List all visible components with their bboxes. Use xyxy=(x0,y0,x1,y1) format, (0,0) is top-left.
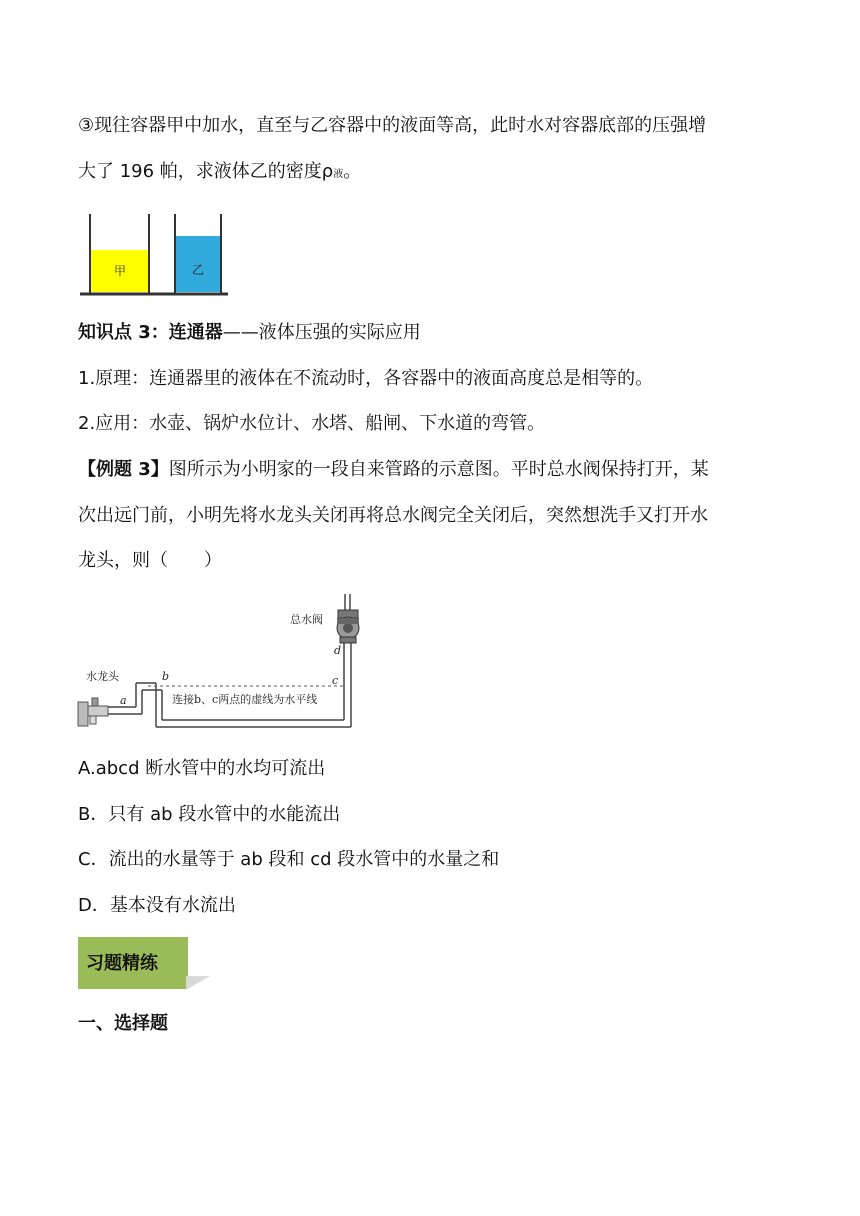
section-header-title: 习题精练 xyxy=(86,953,158,974)
pipe-caption: 连接b、c两点的虚线为水平线 xyxy=(172,693,318,706)
question-line-2-end: 。 xyxy=(343,161,362,182)
label-d: d xyxy=(334,644,342,657)
label-a: a xyxy=(120,694,127,707)
question-line-2-main: 大了 196 帕，求液体乙的密度ρ xyxy=(78,161,334,182)
example3-tag: 【例题 3】 xyxy=(78,459,169,480)
question-line-1: ③现往容器甲中加水，直至与乙容器中的液面等高，此时水对容器底部的压强增 xyxy=(78,115,707,136)
knowledge-point-title-rest: ——液体压强的实际应用 xyxy=(222,322,421,343)
principle-text: 1.原理：连通器里的液体在不流动时，各容器中的液面高度总是相等的。 xyxy=(78,368,654,389)
label-faucet: 水龙头 xyxy=(86,670,119,683)
label-c: c xyxy=(332,674,339,687)
label-jia: 甲 xyxy=(113,264,127,278)
label-yi: 乙 xyxy=(191,263,205,277)
option-c: C．流出的水量等于 ab 段和 cd 段水管中的水量之和 xyxy=(78,849,500,870)
label-b: b xyxy=(162,670,170,683)
pipe-figure xyxy=(76,590,366,740)
example3-line-1-rest: 图所示为小明家的一段自来管路的示意图。平时总水阀保持打开，某 xyxy=(168,459,709,480)
example3-line-1 xyxy=(78,457,709,483)
knowledge-point-title-bold: 知识点 3：连通器 xyxy=(78,322,223,343)
section-header-shadow xyxy=(186,976,214,992)
example3-line-3: 龙头，则（ ） xyxy=(78,550,222,571)
option-d: D．基本没有水流出 xyxy=(78,895,236,916)
faucet-icon xyxy=(78,698,108,726)
containers-figure xyxy=(80,210,228,298)
application-text: 2.应用：水壶、锅炉水位计、水塔、船闸、下水道的弯管。 xyxy=(78,413,546,434)
subsection-title: 一、选择题 xyxy=(78,1013,168,1034)
option-a: A.abcd 断水管中的水均可流出 xyxy=(78,758,326,779)
option-b: B．只有 ab 段水管中的水能流出 xyxy=(78,804,341,825)
valve-icon xyxy=(337,610,359,643)
label-valve: 总水阀 xyxy=(290,613,323,626)
question-line-2 xyxy=(78,159,361,188)
knowledge-point-title xyxy=(78,320,421,346)
density-subscript: 液 xyxy=(333,169,344,180)
example3-line-2: 次出远门前，小明先将水龙头关闭再将总水阀完全关闭后，突然想洗手又打开水 xyxy=(78,505,708,526)
